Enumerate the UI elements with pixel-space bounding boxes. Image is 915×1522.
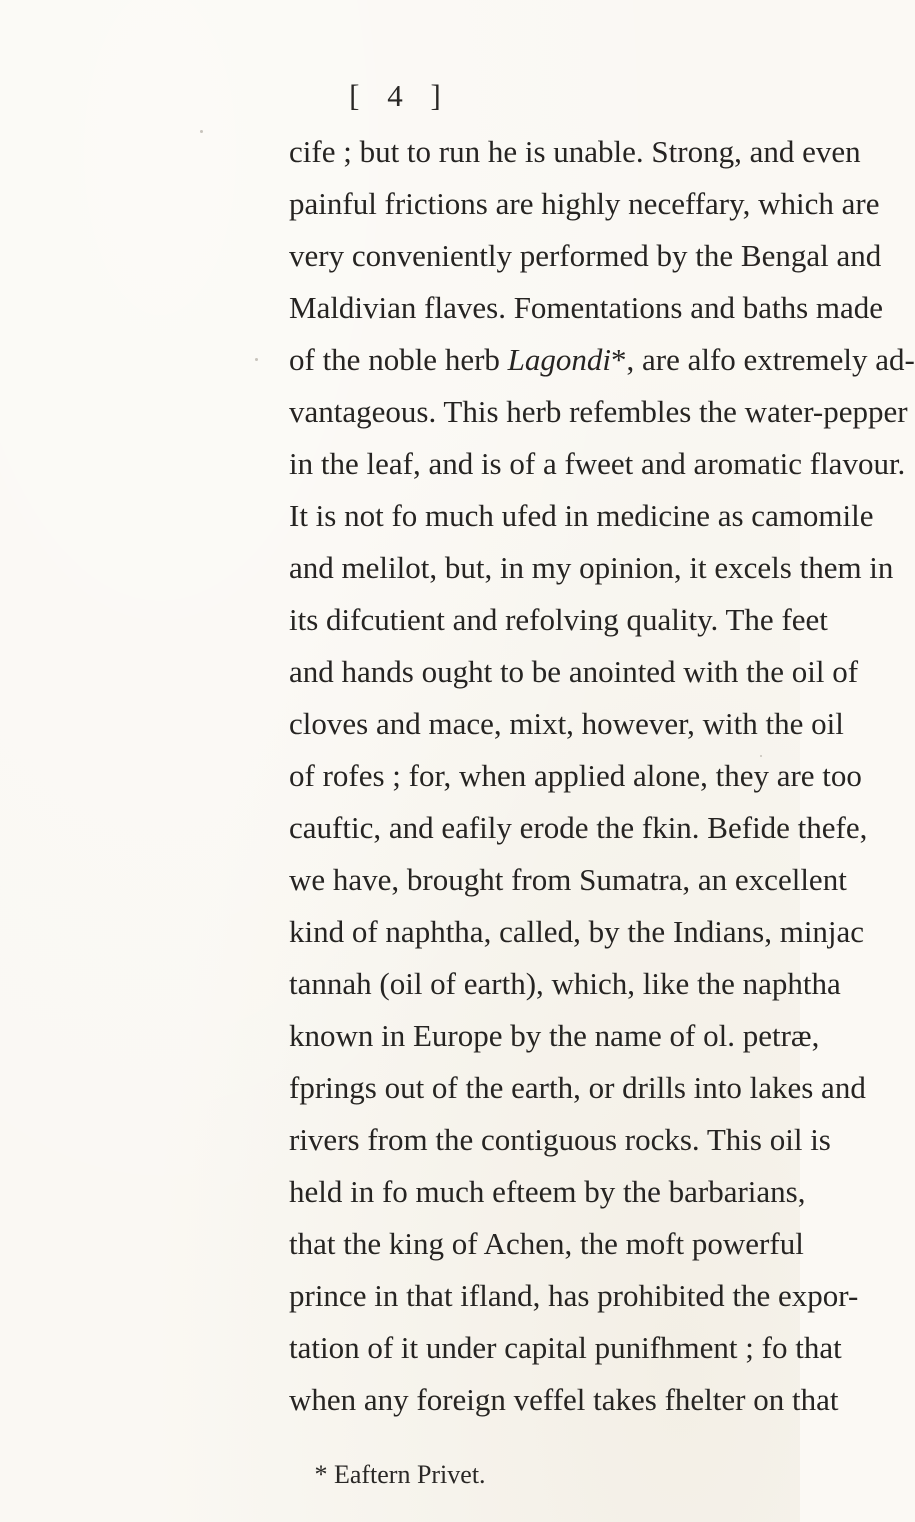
- text-line: fprings out of the earth, or drills into lakes and: [289, 1070, 866, 1105]
- paper-speck: [200, 130, 203, 133]
- text-line: cauftic, and eafily erode the fkin. Befide thefe,: [289, 810, 868, 845]
- text-line: in the leaf, and is of a fweet and aromatic flavour.: [289, 446, 906, 481]
- text-line: It is not fo much ufed in medicine as camomile: [289, 498, 874, 533]
- text-line: Maldivian flaves. Fomentations and baths made: [289, 290, 884, 325]
- text-segment: *, are alfo extremely ad-: [611, 342, 915, 377]
- text-segment: of the noble herb: [289, 342, 508, 377]
- page-number: [ 4 ]: [349, 78, 451, 113]
- text-line: tannah (oil of earth), which, like the naphtha: [289, 966, 841, 1001]
- paper-speck: [255, 358, 258, 361]
- text-line: held in fo much efteem by the barbarians,: [289, 1174, 806, 1209]
- footnote: * Eaftern Privet.: [314, 1460, 486, 1489]
- text-line: cife ; but to run he is unable. Strong, and even: [289, 134, 861, 169]
- text-line: cloves and mace, mixt, however, with the oil: [289, 706, 844, 741]
- paper-speck: [760, 755, 762, 757]
- text-line: vantageous. This herb refembles the water-pepper: [289, 394, 908, 429]
- text-line: rivers from the contiguous rocks. This oil is: [289, 1122, 831, 1157]
- text-line: very conveniently performed by the Bengal and: [289, 238, 882, 273]
- text-line: of rofes ; for, when applied alone, they are too: [289, 758, 862, 793]
- herb-name-italic: Lagondi: [507, 342, 612, 377]
- text-line: kind of naphtha, called, by the Indians, minjac: [289, 914, 865, 949]
- text-line: that the king of Achen, the moft powerful: [289, 1226, 804, 1261]
- text-line: its difcutient and refolving quality. The feet: [289, 602, 828, 637]
- text-line: when any foreign veffel takes fhelter on that: [289, 1382, 839, 1417]
- text-line: known in Europe by the name of ol. petræ,: [289, 1018, 820, 1053]
- text-line: and hands ought to be anointed with the oil of: [289, 654, 859, 689]
- text-line: tation of it under capital punifhment ; fo that: [289, 1330, 842, 1365]
- text-line: and melilot, but, in my opinion, it excels them in: [289, 550, 894, 585]
- text-line: painful frictions are highly neceffary, which are: [289, 186, 880, 221]
- text-line: [289, 340, 915, 380]
- text-line: prince in that ifland, has prohibited the expor-: [289, 1278, 859, 1313]
- text-line: we have, brought from Sumatra, an excellent: [289, 862, 847, 897]
